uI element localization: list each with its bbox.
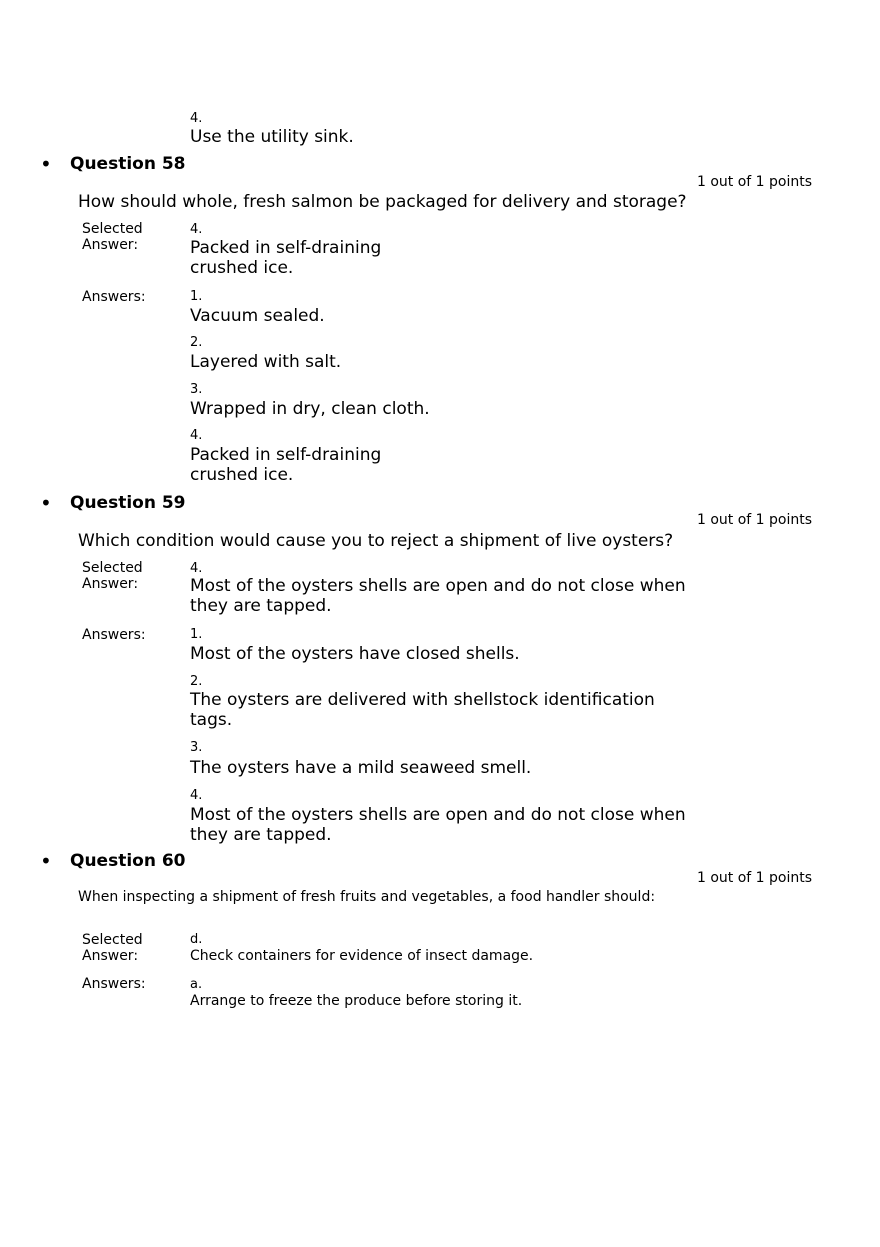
- selected-answer-number: 4.: [190, 222, 203, 237]
- bullet-icon: •: [40, 152, 52, 176]
- answer-number: 4.: [190, 788, 203, 803]
- selected-answer-text: Check containers for evidence of insect damage.: [190, 948, 534, 964]
- selected-answer-label: Answer:: [82, 237, 139, 253]
- answer-text: Arrange to freeze the produce before storing it.: [190, 993, 523, 1009]
- answer-number: 3.: [190, 740, 203, 755]
- answer-number: 2.: [190, 335, 203, 350]
- selected-answer-text: Most of the oysters shells are open and do not close when: [190, 576, 686, 596]
- answer-text: they are tapped.: [190, 825, 332, 845]
- answer-number: a.: [190, 977, 203, 992]
- answer-number: 4.: [190, 428, 203, 443]
- question-58-points: 1 out of 1 points: [697, 174, 813, 190]
- answer-text: Layered with salt.: [190, 352, 342, 372]
- selected-answer-label: Answer:: [82, 576, 139, 592]
- selected-answer-text: Packed in self-draining: [190, 238, 382, 258]
- answer-text: The oysters have a mild seaweed smell.: [190, 758, 532, 778]
- question-59-title: Question 59: [70, 493, 186, 513]
- selected-answer-label: Selected: [82, 221, 143, 237]
- selected-answer-text: they are tapped.: [190, 596, 332, 616]
- answer-number: 1.: [190, 289, 203, 304]
- answer-number: 1.: [190, 627, 203, 642]
- question-58-prompt: How should whole, fresh salmon be packaged for delivery and storage?: [78, 192, 687, 212]
- question-59-points: 1 out of 1 points: [697, 512, 813, 528]
- answers-label: Answers:: [82, 976, 146, 992]
- answer-text: The oysters are delivered with shellstock identification: [190, 690, 655, 710]
- selected-answer-text: crushed ice.: [190, 258, 294, 278]
- selected-answer-label: Selected: [82, 932, 143, 948]
- answer-text: Vacuum sealed.: [190, 306, 325, 326]
- answers-label: Answers:: [82, 289, 146, 305]
- selected-answer-number: d.: [190, 932, 203, 947]
- answers-label: Answers:: [82, 627, 146, 643]
- bullet-icon: •: [40, 849, 52, 873]
- bullet-icon: •: [40, 491, 52, 515]
- answer-number: 2.: [190, 674, 203, 689]
- question-60-title: Question 60: [70, 851, 186, 871]
- answer-text: Wrapped in dry, clean cloth.: [190, 399, 430, 419]
- selected-answer-label: Answer:: [82, 948, 139, 964]
- question-58-title: Question 58: [70, 154, 186, 174]
- option-text: Use the utility sink.: [190, 127, 354, 147]
- answer-text: crushed ice.: [190, 465, 294, 485]
- question-60-prompt: When inspecting a shipment of fresh fruits and vegetables, a food handler should:: [78, 889, 656, 905]
- answer-text: Most of the oysters have closed shells.: [190, 644, 520, 664]
- answer-text: Packed in self-draining: [190, 445, 382, 465]
- answer-number: 3.: [190, 382, 203, 397]
- answer-text: Most of the oysters shells are open and do not close when: [190, 805, 686, 825]
- question-59-prompt: Which condition would cause you to reject a shipment of live oysters?: [78, 531, 674, 551]
- question-60-points: 1 out of 1 points: [697, 870, 813, 886]
- selected-answer-label: Selected: [82, 560, 143, 576]
- option-number: 4.: [190, 111, 203, 126]
- selected-answer-number: 4.: [190, 561, 203, 576]
- answer-text: tags.: [190, 710, 233, 730]
